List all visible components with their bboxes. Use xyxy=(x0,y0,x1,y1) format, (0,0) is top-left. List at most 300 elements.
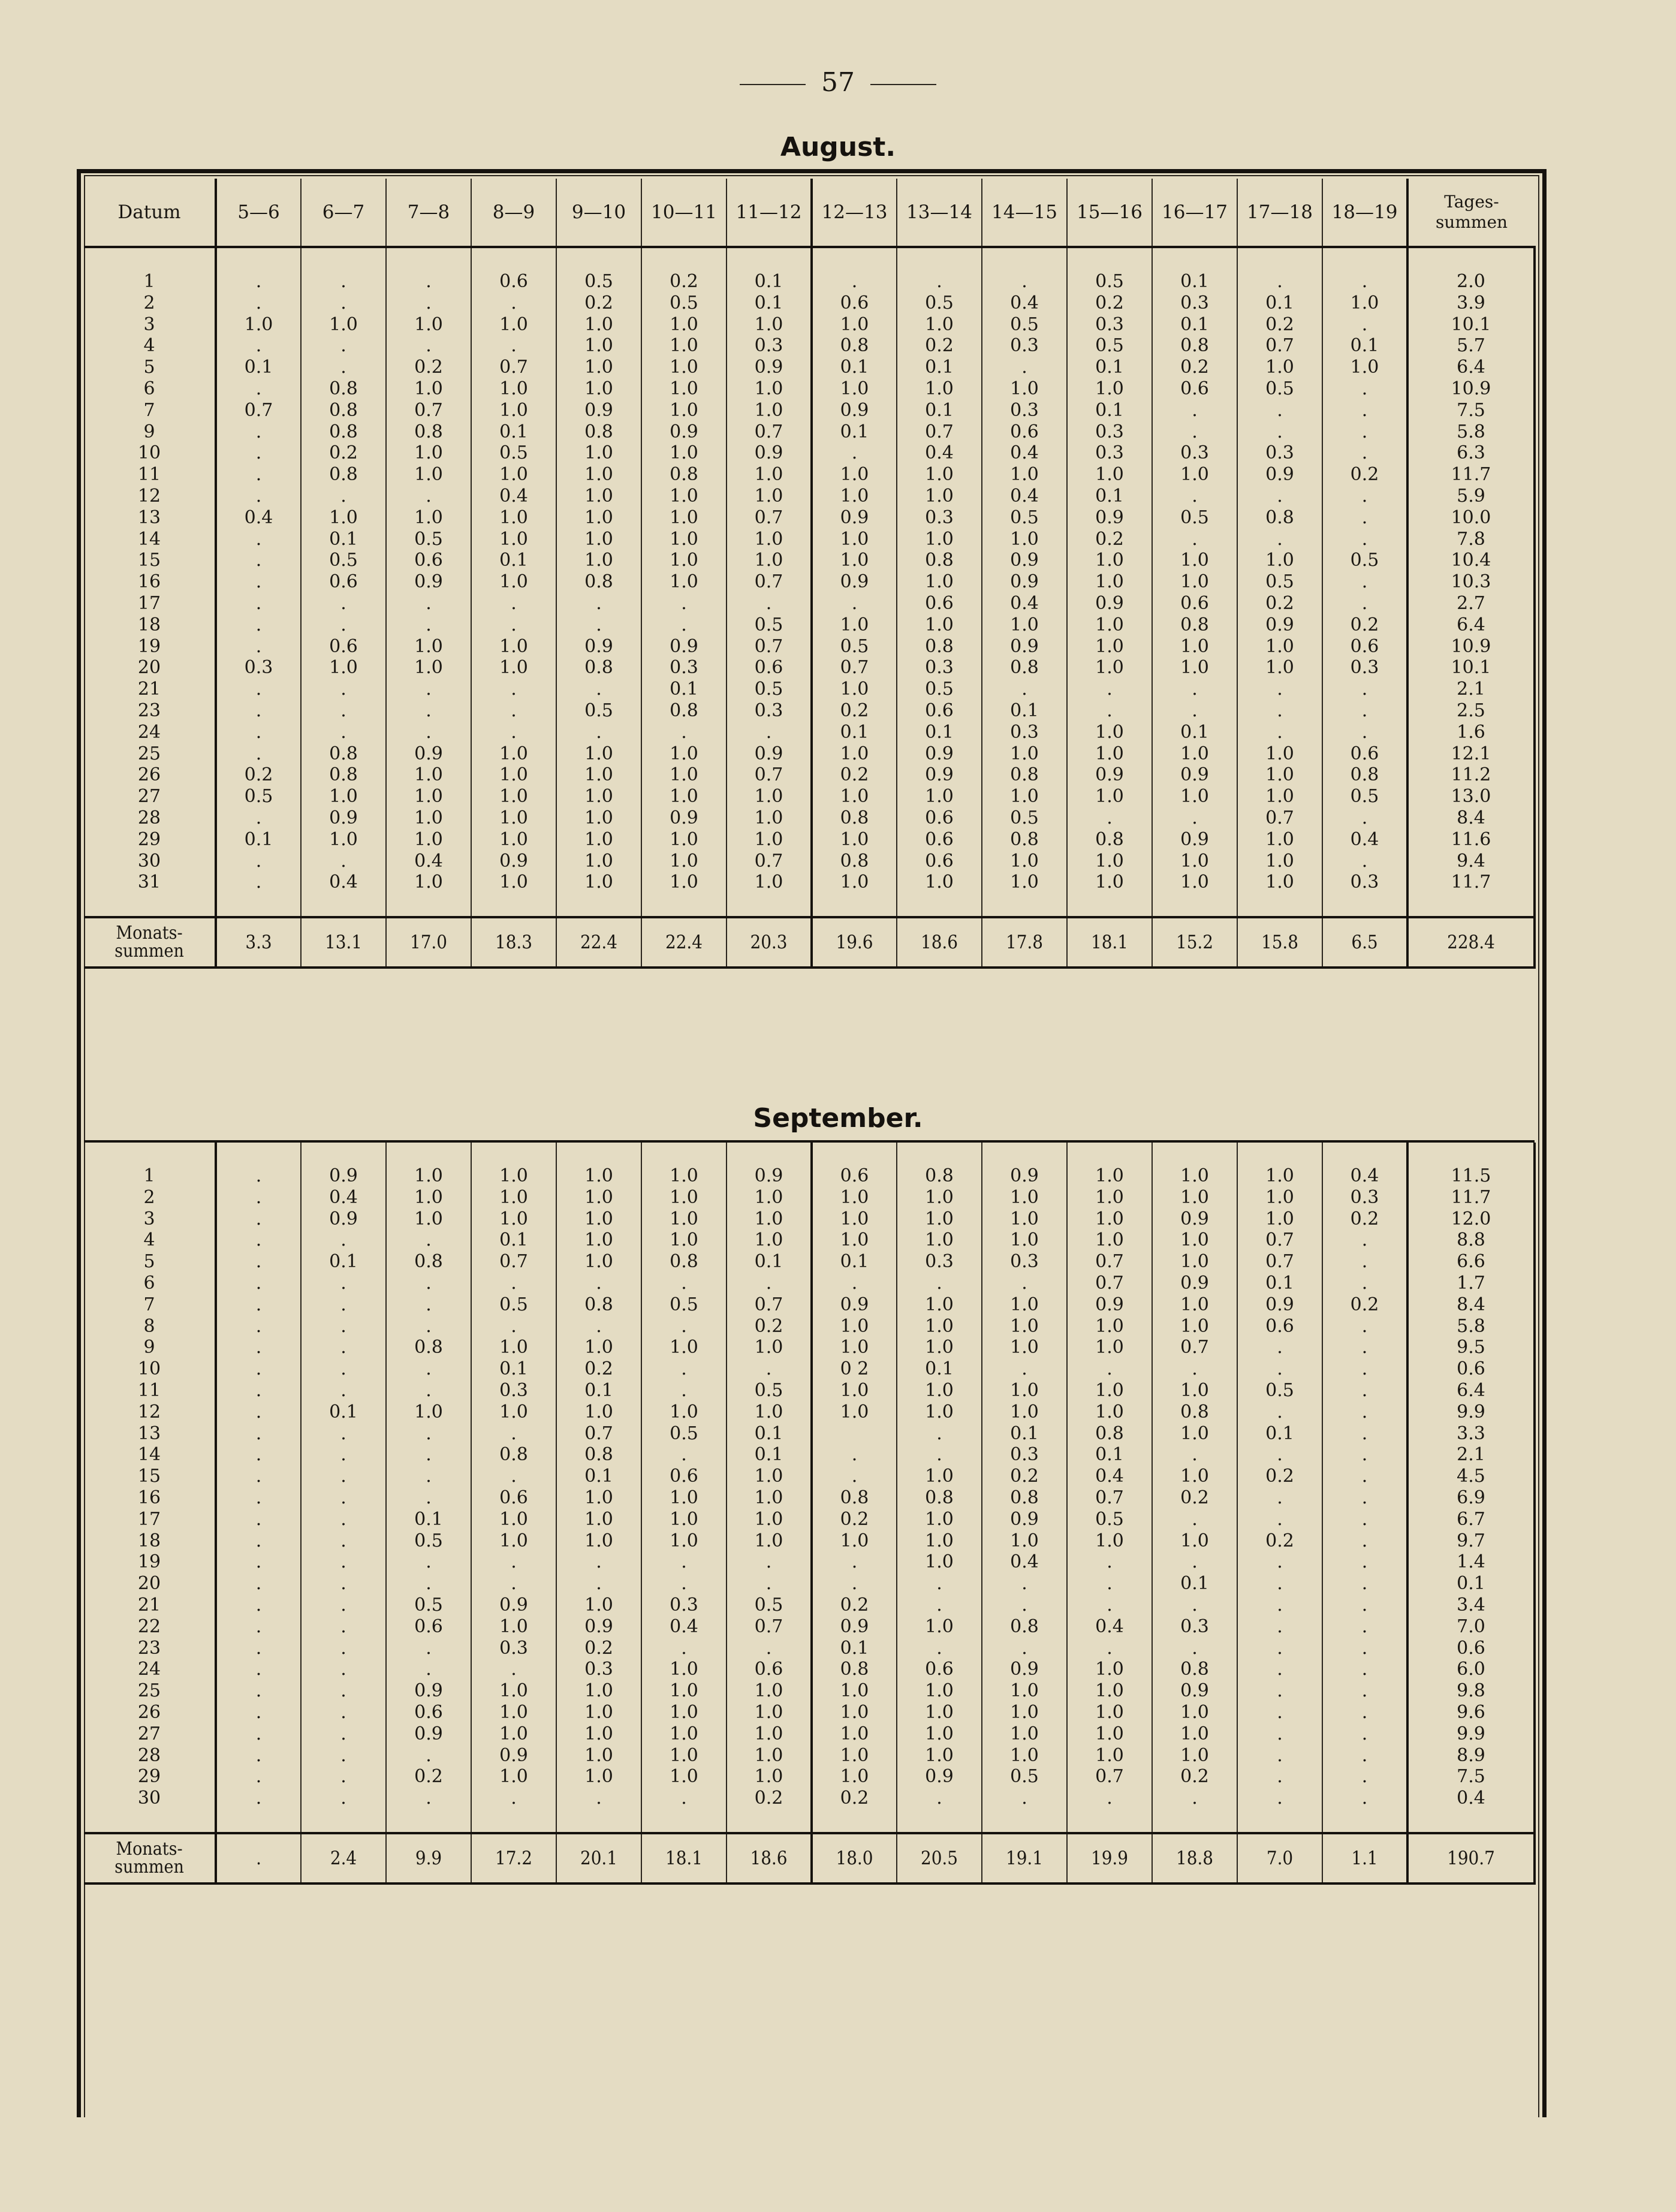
hour-value-cell: 1.0 xyxy=(641,550,727,571)
hour-value-cell: 1.0 xyxy=(812,464,897,486)
hour-value-cell: . xyxy=(727,593,812,614)
hour-value-cell: . xyxy=(1152,1358,1237,1380)
hour-value-cell: 1.0 xyxy=(812,550,897,571)
table-row xyxy=(84,378,1535,400)
hour-value-cell: 0.3 xyxy=(727,700,812,722)
hour-value-cell: . xyxy=(1237,1487,1322,1509)
hour-value-cell: 1.0 xyxy=(386,442,471,464)
spacer-cell xyxy=(1067,1809,1152,1833)
hour-value-cell: 0.8 xyxy=(641,700,727,722)
monthly-sum-cell: . xyxy=(216,1833,301,1883)
daily-total-cell: 10.9 xyxy=(1407,378,1535,400)
hour-value-cell: 0.2 xyxy=(386,1766,471,1788)
hour-value-cell: 1.0 xyxy=(471,872,556,893)
table-row xyxy=(84,1316,1535,1337)
hour-value-cell: 1.0 xyxy=(471,764,556,786)
table-row xyxy=(84,1745,1535,1767)
hour-value-cell: . xyxy=(216,593,301,614)
hour-value-cell: . xyxy=(216,293,301,314)
hour-value-cell: 0.7 xyxy=(471,1251,556,1273)
hour-value-cell: 1.0 xyxy=(471,464,556,486)
hour-value-cell: . xyxy=(1237,1766,1322,1788)
spacer-row xyxy=(84,1809,1535,1833)
date-cell: 31 xyxy=(137,872,161,893)
hour-value-cell: . xyxy=(641,1551,727,1573)
hour-value-cell: . xyxy=(216,636,301,658)
spacer-cell xyxy=(727,247,812,271)
spacer-cell xyxy=(727,893,812,917)
hour-value-cell: 0.3 xyxy=(471,1638,556,1659)
hour-header: 17—18 xyxy=(1237,179,1322,247)
hour-value-cell: 1.0 xyxy=(812,1702,897,1723)
hour-value-cell: 0.8 xyxy=(982,1616,1067,1638)
hour-value-cell: 0.1 xyxy=(1067,357,1152,378)
hour-value-cell: 1.0 xyxy=(471,743,556,765)
hour-value-cell: . xyxy=(641,1273,727,1294)
hour-value-cell: 1.0 xyxy=(641,1723,727,1745)
table-row xyxy=(84,271,1535,293)
hour-value-cell: . xyxy=(1322,1766,1407,1788)
date-cell: 20 xyxy=(137,1573,161,1595)
table-row xyxy=(84,764,1535,786)
hour-value-cell: 0.5 xyxy=(1237,571,1322,593)
table-row xyxy=(84,1423,1535,1445)
hour-value-cell: 1.0 xyxy=(556,1702,641,1723)
hour-value-cell: 0.6 xyxy=(1322,636,1407,658)
daily-total-cell: 0.4 xyxy=(1407,1788,1535,1809)
hour-value-cell: . xyxy=(1322,1551,1407,1573)
hour-value-cell: . xyxy=(216,378,301,400)
hour-value-cell: 1.0 xyxy=(556,1745,641,1767)
hour-value-cell: . xyxy=(216,1316,301,1337)
hour-value-cell: . xyxy=(1322,807,1407,829)
hour-value-cell: 0.6 xyxy=(1152,378,1237,400)
hour-value-cell: 0.2 xyxy=(386,357,471,378)
hour-value-cell: 0.7 xyxy=(727,1294,812,1316)
hour-value-cell: . xyxy=(641,1444,727,1466)
table-row xyxy=(84,507,1535,529)
hour-value-cell: 0.7 xyxy=(1237,1251,1322,1273)
hour-value-cell: . xyxy=(386,1659,471,1680)
hour-value-cell: . xyxy=(1322,1466,1407,1487)
hour-value-cell: . xyxy=(1237,1595,1322,1616)
hour-value-cell: 1.0 xyxy=(471,378,556,400)
hour-value-cell: . xyxy=(1237,1509,1322,1530)
hour-value-cell: . xyxy=(897,1638,982,1659)
hour-value-cell: . xyxy=(727,1573,812,1595)
date-cell: 26 xyxy=(137,1701,161,1723)
daily-total-cell: 9.6 xyxy=(1407,1702,1535,1723)
hour-value-cell: . xyxy=(1237,1702,1322,1723)
hour-value-cell: 1.0 xyxy=(727,807,812,829)
spacer-cell xyxy=(897,1143,982,1165)
hour-value-cell: 0.6 xyxy=(1322,743,1407,765)
hour-value-cell: . xyxy=(1322,1380,1407,1402)
hour-value-cell: 1.0 xyxy=(812,1229,897,1251)
hour-value-cell: 0.4 xyxy=(301,872,386,893)
hour-value-cell: . xyxy=(812,1466,897,1487)
hour-value-cell: 0.5 xyxy=(982,314,1067,336)
hour-value-cell: 1.0 xyxy=(897,1702,982,1723)
hour-value-cell: . xyxy=(386,335,471,357)
hour-value-cell: 1.0 xyxy=(556,1680,641,1702)
hour-value-cell: 1.0 xyxy=(982,1209,1067,1230)
monthly-sum-cell: 17.8 xyxy=(982,917,1067,968)
hour-value-cell: 1.0 xyxy=(641,1530,727,1552)
spacer-cell xyxy=(556,893,641,917)
hour-value-cell: 0.4 xyxy=(1322,829,1407,851)
hour-value-cell: . xyxy=(1152,421,1237,443)
hour-value-cell: 0.5 xyxy=(1237,378,1322,400)
hour-value-cell: 1.0 xyxy=(1152,743,1237,765)
hour-value-cell: 1.0 xyxy=(471,1702,556,1723)
hour-value-cell: 1.0 xyxy=(1152,1251,1237,1273)
hour-value-cell: 1.0 xyxy=(301,829,386,851)
hour-value-cell: 1.0 xyxy=(897,1402,982,1423)
hour-value-cell: . xyxy=(1322,1595,1407,1616)
hour-value-cell: . xyxy=(1237,400,1322,421)
hour-value-cell: 0.6 xyxy=(1237,1316,1322,1337)
hour-value-cell: 1.0 xyxy=(1067,464,1152,486)
spacer-cell xyxy=(84,1809,216,1833)
hour-value-cell: 0.1 xyxy=(982,700,1067,722)
hour-value-cell: . xyxy=(216,1766,301,1788)
hour-value-cell: . xyxy=(1322,1638,1407,1659)
hour-value-cell: 0.7 xyxy=(1067,1273,1152,1294)
table-row xyxy=(84,1294,1535,1316)
hour-value-cell: 0.8 xyxy=(982,657,1067,679)
hour-value-cell: . xyxy=(556,1573,641,1595)
spacer-cell xyxy=(1322,1809,1407,1833)
hour-value-cell: 1.0 xyxy=(1152,872,1237,893)
daily-total-cell: 6.3 xyxy=(1407,442,1535,464)
hour-value-cell: . xyxy=(386,679,471,700)
hour-value-cell: . xyxy=(301,1316,386,1337)
table-row xyxy=(84,1616,1535,1638)
hour-value-cell: . xyxy=(216,722,301,743)
spacer-cell xyxy=(1152,893,1237,917)
hour-header: 15—16 xyxy=(1067,179,1152,247)
hour-value-cell: 0.2 xyxy=(1067,293,1152,314)
date-cell: 19 xyxy=(137,1551,161,1573)
daily-total-cell: 10.3 xyxy=(1407,571,1535,593)
date-cell: 9 xyxy=(143,421,155,442)
hour-value-cell: 1.0 xyxy=(471,1509,556,1530)
hour-value-cell: 1.0 xyxy=(641,1337,727,1358)
hour-value-cell: 0.1 xyxy=(727,293,812,314)
hour-value-cell: . xyxy=(301,1659,386,1680)
hour-value-cell: 0.5 xyxy=(1322,550,1407,571)
hour-value-cell: 1.0 xyxy=(301,657,386,679)
hour-value-cell: 0.8 xyxy=(301,464,386,486)
hour-value-cell: 0.9 xyxy=(812,1616,897,1638)
hour-value-cell: . xyxy=(216,872,301,893)
hour-value-cell: 1.0 xyxy=(1067,1229,1152,1251)
hour-value-cell: . xyxy=(982,1595,1067,1616)
september-title: September. xyxy=(753,1103,923,1134)
hour-value-cell: 0.5 xyxy=(301,550,386,571)
august-header-row xyxy=(84,179,1535,247)
hour-value-cell: . xyxy=(1322,1487,1407,1509)
monthly-sum-cell: 19.6 xyxy=(812,917,897,968)
hour-value-cell: 0.2 xyxy=(556,293,641,314)
hour-value-cell: . xyxy=(1322,271,1407,293)
hour-value-cell: . xyxy=(1322,1444,1407,1466)
date-cell: 25 xyxy=(137,743,161,764)
hour-value-cell: 0.9 xyxy=(641,807,727,829)
hour-value-cell: . xyxy=(1067,1595,1152,1616)
monthly-sum-row xyxy=(84,917,1535,968)
date-cell: 17 xyxy=(137,592,161,614)
hour-value-cell: 1.0 xyxy=(641,743,727,765)
hour-value-cell: 0.3 xyxy=(1067,314,1152,336)
hour-value-cell: 1.0 xyxy=(641,872,727,893)
spacer-cell xyxy=(301,1809,386,1833)
hour-value-cell: 0.5 xyxy=(641,1294,727,1316)
hour-value-cell: 1.0 xyxy=(556,464,641,486)
hour-value-cell: 0.1 xyxy=(982,1423,1067,1445)
hour-value-cell: 0.4 xyxy=(982,486,1067,507)
hour-value-cell: 1.0 xyxy=(897,1209,982,1230)
hour-value-cell: 1.0 xyxy=(727,1337,812,1358)
hour-value-cell: 0.9 xyxy=(1152,1209,1237,1230)
hour-value-cell: . xyxy=(1322,1316,1407,1337)
hour-value-cell: . xyxy=(1237,1745,1322,1767)
hour-value-cell: 0.3 xyxy=(1237,442,1322,464)
hour-value-cell: 1.0 xyxy=(1237,357,1322,378)
hour-value-cell: 0.9 xyxy=(812,571,897,593)
hour-value-cell: . xyxy=(812,271,897,293)
hour-value-cell: . xyxy=(727,1638,812,1659)
hour-value-cell: 0.1 xyxy=(471,421,556,443)
hour-value-cell: 0.6 xyxy=(897,700,982,722)
hour-value-cell: . xyxy=(216,807,301,829)
spacer-cell xyxy=(386,247,471,271)
hour-value-cell: . xyxy=(1322,722,1407,743)
hour-value-cell: 1.0 xyxy=(386,314,471,336)
hour-value-cell: 1.0 xyxy=(471,1723,556,1745)
hour-value-cell: 1.0 xyxy=(982,872,1067,893)
monthly-sum-cell: 19.9 xyxy=(1067,1833,1152,1883)
monthly-sum-cell: 9.9 xyxy=(386,1833,471,1883)
date-cell: 18 xyxy=(137,1530,161,1551)
hour-value-cell: 1.0 xyxy=(471,807,556,829)
hour-value-cell: . xyxy=(1152,1788,1237,1809)
hour-value-cell: 0.3 xyxy=(982,400,1067,421)
hour-value-cell: 1.0 xyxy=(556,764,641,786)
date-cell: 21 xyxy=(137,679,161,700)
hour-value-cell: 1.0 xyxy=(386,786,471,807)
hour-value-cell: . xyxy=(216,1530,301,1552)
hour-value-cell: . xyxy=(982,1273,1067,1294)
hour-value-cell: 1.0 xyxy=(897,614,982,636)
spacer-cell xyxy=(727,1143,812,1165)
date-cell: 28 xyxy=(137,807,161,828)
daily-total-cell: 10.1 xyxy=(1407,657,1535,679)
hour-value-cell: 0.2 xyxy=(1237,314,1322,336)
spacer-cell xyxy=(641,893,727,917)
hour-value-cell: 1.0 xyxy=(386,829,471,851)
hour-value-cell: 1.0 xyxy=(471,1165,556,1187)
date-cell: 13 xyxy=(137,1423,161,1444)
hour-value-cell: 1.0 xyxy=(812,786,897,807)
hour-value-cell: 1.0 xyxy=(1067,1659,1152,1680)
hour-value-cell: 1.0 xyxy=(727,1766,812,1788)
hour-value-cell: . xyxy=(216,1638,301,1659)
hour-value-cell: 0.3 xyxy=(1322,1187,1407,1209)
hour-value-cell: . xyxy=(386,1444,471,1466)
hour-value-cell: 1.0 xyxy=(727,1402,812,1423)
date-cell: 27 xyxy=(137,1723,161,1744)
hour-value-cell: . xyxy=(216,1273,301,1294)
table-row xyxy=(84,464,1535,486)
table-row xyxy=(84,614,1535,636)
date-cell: 25 xyxy=(137,1680,161,1702)
hour-value-cell: 1.0 xyxy=(556,507,641,529)
daily-total-cell: 3.3 xyxy=(1407,1423,1535,1445)
daily-total-cell: 9.5 xyxy=(1407,1337,1535,1358)
daily-total-cell: 8.4 xyxy=(1407,807,1535,829)
hour-value-cell: . xyxy=(216,1702,301,1723)
hour-value-cell: 1.0 xyxy=(1152,657,1237,679)
daily-total-cell: 11.7 xyxy=(1407,464,1535,486)
hour-value-cell: . xyxy=(216,1187,301,1209)
hour-value-cell: 0.8 xyxy=(301,764,386,786)
hour-value-cell: 0.9 xyxy=(812,507,897,529)
spacer-cell xyxy=(1067,247,1152,271)
hour-value-cell: 1.0 xyxy=(641,851,727,872)
spacer-cell xyxy=(982,1809,1067,1833)
hour-value-cell: 0.8 xyxy=(1067,829,1152,851)
hour-value-cell: . xyxy=(301,1423,386,1445)
hour-value-cell: 1.0 xyxy=(556,550,641,571)
hour-value-cell: . xyxy=(1067,1551,1152,1573)
daily-total-cell: 10.9 xyxy=(1407,636,1535,658)
spacer-row xyxy=(84,1143,1535,1165)
hour-value-cell: 0.9 xyxy=(982,571,1067,593)
hour-value-cell: 0.9 xyxy=(386,571,471,593)
hour-value-cell: . xyxy=(727,1358,812,1380)
hour-value-cell: 1.0 xyxy=(1152,1723,1237,1745)
hour-value-cell: 0.4 xyxy=(471,486,556,507)
daily-total-cell: 6.7 xyxy=(1407,1509,1535,1530)
table-row xyxy=(84,1680,1535,1702)
date-cell: 17 xyxy=(137,1508,161,1530)
hour-value-cell: 1.0 xyxy=(727,1187,812,1209)
hour-value-cell: 0.1 xyxy=(897,722,982,743)
hour-value-cell: 0.6 xyxy=(897,1659,982,1680)
monatssummen-label: Monats- summen xyxy=(84,917,216,968)
hour-value-cell: 1.0 xyxy=(641,571,727,593)
daily-total-cell: 6.0 xyxy=(1407,1659,1535,1680)
hour-value-cell: . xyxy=(471,700,556,722)
hour-value-cell: 0.8 xyxy=(982,829,1067,851)
hour-value-cell: 1.0 xyxy=(727,486,812,507)
hour-value-cell: . xyxy=(216,1487,301,1509)
hour-value-cell: 1.0 xyxy=(641,1659,727,1680)
hour-value-cell: 1.0 xyxy=(1152,1316,1237,1337)
hour-value-cell: . xyxy=(1237,486,1322,507)
hour-value-cell: 1.0 xyxy=(1067,1723,1152,1745)
hour-value-cell: 0.8 xyxy=(556,657,641,679)
hour-value-cell: 1.0 xyxy=(727,529,812,550)
date-cell: 11 xyxy=(137,1379,161,1401)
hour-value-cell: . xyxy=(727,722,812,743)
hour-value-cell: . xyxy=(1322,1745,1407,1767)
monthly-sum-cell: 1.1 xyxy=(1322,1833,1407,1883)
table-row xyxy=(84,1595,1535,1616)
spacer-cell xyxy=(641,1809,727,1833)
hour-value-cell: 1.0 xyxy=(727,1723,812,1745)
hour-value-cell: 1.0 xyxy=(556,807,641,829)
hour-value-cell: 1.0 xyxy=(471,1616,556,1638)
hour-value-cell: 0.2 xyxy=(812,700,897,722)
spacer-cell xyxy=(216,247,301,271)
daily-total-cell: 0.1 xyxy=(1407,1573,1535,1595)
hour-value-cell: . xyxy=(1322,1358,1407,1380)
hour-value-cell: 0.4 xyxy=(897,442,982,464)
hour-value-cell: 1.0 xyxy=(1237,1209,1322,1230)
hour-value-cell: . xyxy=(1237,1444,1322,1466)
hour-value-cell: 1.0 xyxy=(556,335,641,357)
hour-value-cell: . xyxy=(301,1487,386,1509)
hour-value-cell: . xyxy=(386,271,471,293)
hour-value-cell: . xyxy=(1322,1423,1407,1445)
hour-value-cell: 1.0 xyxy=(556,486,641,507)
hour-value-cell: 0.5 xyxy=(982,507,1067,529)
hour-value-cell: 1.0 xyxy=(471,1187,556,1209)
hour-value-cell: 1.0 xyxy=(727,829,812,851)
hour-value-cell: 0.6 xyxy=(982,421,1067,443)
spacer-cell xyxy=(471,893,556,917)
spacer-cell xyxy=(982,893,1067,917)
spacer-cell xyxy=(301,893,386,917)
hour-header: 5—6 xyxy=(216,179,301,247)
hour-value-cell: . xyxy=(216,851,301,872)
hour-value-cell: . xyxy=(556,679,641,700)
hour-value-cell: 1.0 xyxy=(471,1766,556,1788)
daily-total-cell: 10.1 xyxy=(1407,314,1535,336)
hour-value-cell: 1.0 xyxy=(386,657,471,679)
hour-value-cell: 1.0 xyxy=(471,400,556,421)
hour-value-cell: 1.0 xyxy=(727,1509,812,1530)
hour-value-cell: 1.0 xyxy=(897,1229,982,1251)
hour-value-cell: . xyxy=(301,335,386,357)
hour-value-cell: 0.9 xyxy=(982,1509,1067,1530)
spacer-cell xyxy=(641,247,727,271)
hour-value-cell: . xyxy=(641,1788,727,1809)
hour-value-cell: 1.0 xyxy=(727,378,812,400)
hour-value-cell: . xyxy=(1322,1251,1407,1273)
hour-value-cell: 0.9 xyxy=(897,743,982,765)
hour-value-cell: 0.2 xyxy=(556,1638,641,1659)
spacer-cell xyxy=(1152,247,1237,271)
hour-value-cell: 0.7 xyxy=(1237,807,1322,829)
hour-value-cell: 1.0 xyxy=(982,378,1067,400)
date-cell: 2 xyxy=(143,1186,155,1208)
hour-value-cell: 1.0 xyxy=(641,1229,727,1251)
hour-value-cell: 0.9 xyxy=(812,1294,897,1316)
hour-value-cell: 1.0 xyxy=(1067,1745,1152,1767)
hour-value-cell: 0.9 xyxy=(386,1723,471,1745)
hour-value-cell: 1.0 xyxy=(556,1229,641,1251)
hour-value-cell: 0.2 xyxy=(1322,1294,1407,1316)
hour-value-cell: 0.7 xyxy=(812,657,897,679)
monthly-sum-row xyxy=(84,1833,1535,1883)
hour-value-cell: 0.1 xyxy=(301,1402,386,1423)
date-cell: 21 xyxy=(137,1594,161,1616)
hour-value-cell: 1.0 xyxy=(556,1187,641,1209)
